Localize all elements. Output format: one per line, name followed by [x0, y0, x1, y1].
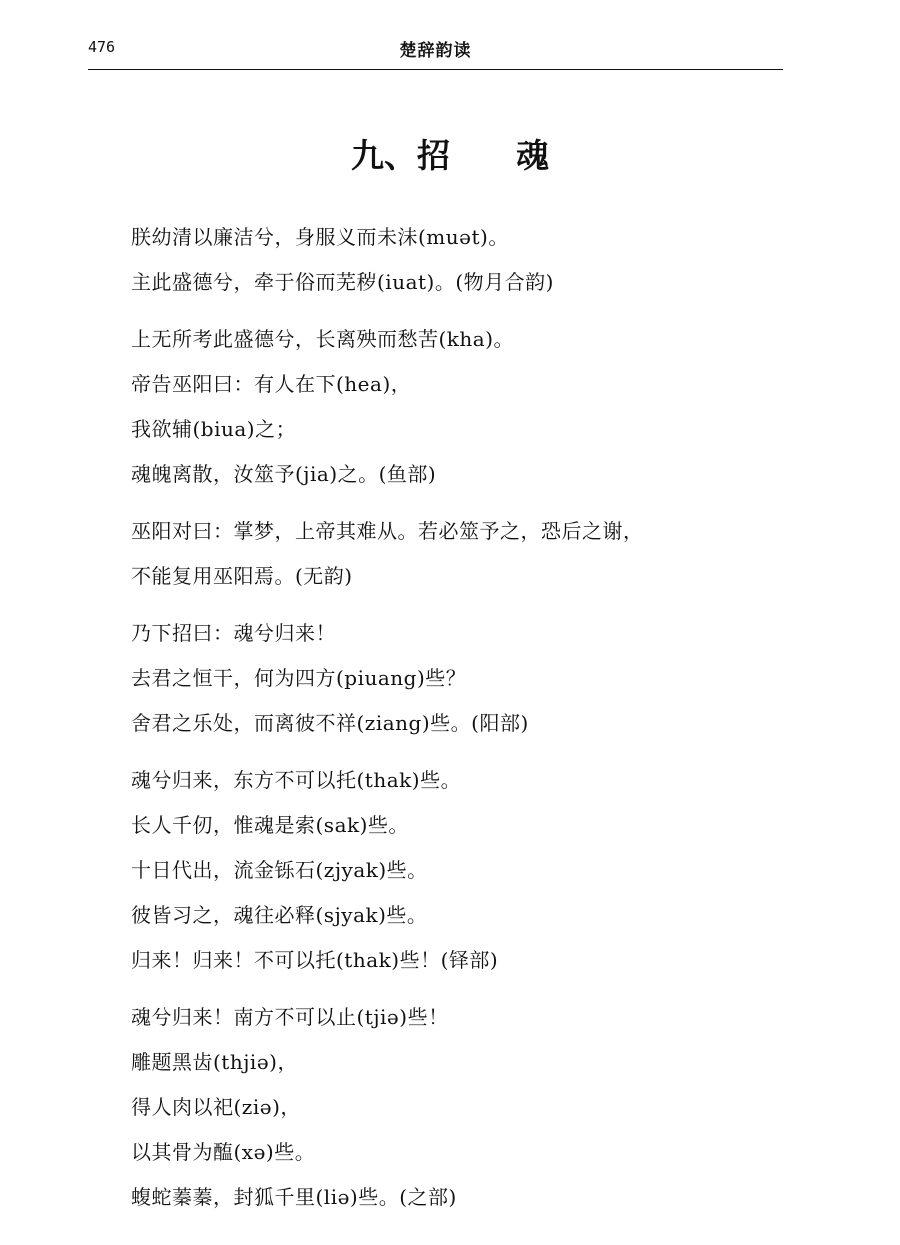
text-line: 帝告巫阳曰：有人在下(hea)，: [131, 372, 412, 396]
text-line: 雕题黑齿(thjiə)，: [131, 1050, 298, 1074]
text-line: 魂魄离散，汝筮予(jia)之。(鱼部): [131, 462, 437, 486]
stanza: [131, 215, 781, 305]
text-line: 蝮蛇蓁蓁，封狐千里(liə)些。(之部): [131, 1185, 457, 1209]
text-line: 得人肉以祀(ziə)，: [131, 1095, 301, 1119]
text-line: 我欲辅(biua)之；: [131, 417, 297, 441]
stanza: [131, 509, 781, 599]
page-header: [88, 34, 783, 72]
text-line: 以其骨为醢(xə)些。: [131, 1140, 316, 1164]
text-line: 不能复用巫阳焉。(无韵): [131, 564, 353, 588]
text-line: 归来！归来！不可以托(thak)些！(铎部): [131, 948, 499, 972]
text-line: 乃下招曰：魂兮归来！: [131, 621, 336, 645]
stanza: [131, 758, 781, 983]
stanza: [131, 995, 781, 1220]
text-line: 巫阳对曰：掌梦，上帝其难从。若必筮予之，恐后之谢，: [131, 519, 644, 543]
text-line: 去君之恒干，何为四方(piuang)些？: [131, 666, 467, 690]
text-line: 十日代出，流金铄石(zjyak)些。: [131, 858, 428, 882]
text-line: 主此盛德兮，牵于俗而芜秽(iuat)。(物月合韵): [131, 270, 554, 294]
page-number: 476: [88, 38, 116, 56]
text-line: 上无所考此盛德兮，长离殃而愁苦(kha)。: [131, 327, 515, 351]
stanza: [131, 317, 781, 497]
chapter-title: 九、招 魂: [351, 136, 549, 175]
text-line: 朕幼清以廉洁兮，身服义而未沬(muət)。: [131, 225, 509, 249]
text-line: 彼皆习之，魂往必释(sjyak)些。: [131, 903, 428, 927]
running-title: 楚辞韵读: [399, 41, 472, 61]
text-line: 魂兮归来！南方不可以止(tjiə)些！: [131, 1005, 449, 1029]
stanza: [131, 611, 781, 746]
poem-body: [131, 215, 781, 1232]
text-line: 舍君之乐处，而离彼不祥(ziang)些。(阳部): [131, 711, 529, 735]
text-line: 魂兮归来，东方不可以托(thak)些。: [131, 768, 462, 792]
text-line: 长人千仞，惟魂是索(sak)些。: [131, 813, 409, 837]
header-rule: [88, 69, 783, 70]
